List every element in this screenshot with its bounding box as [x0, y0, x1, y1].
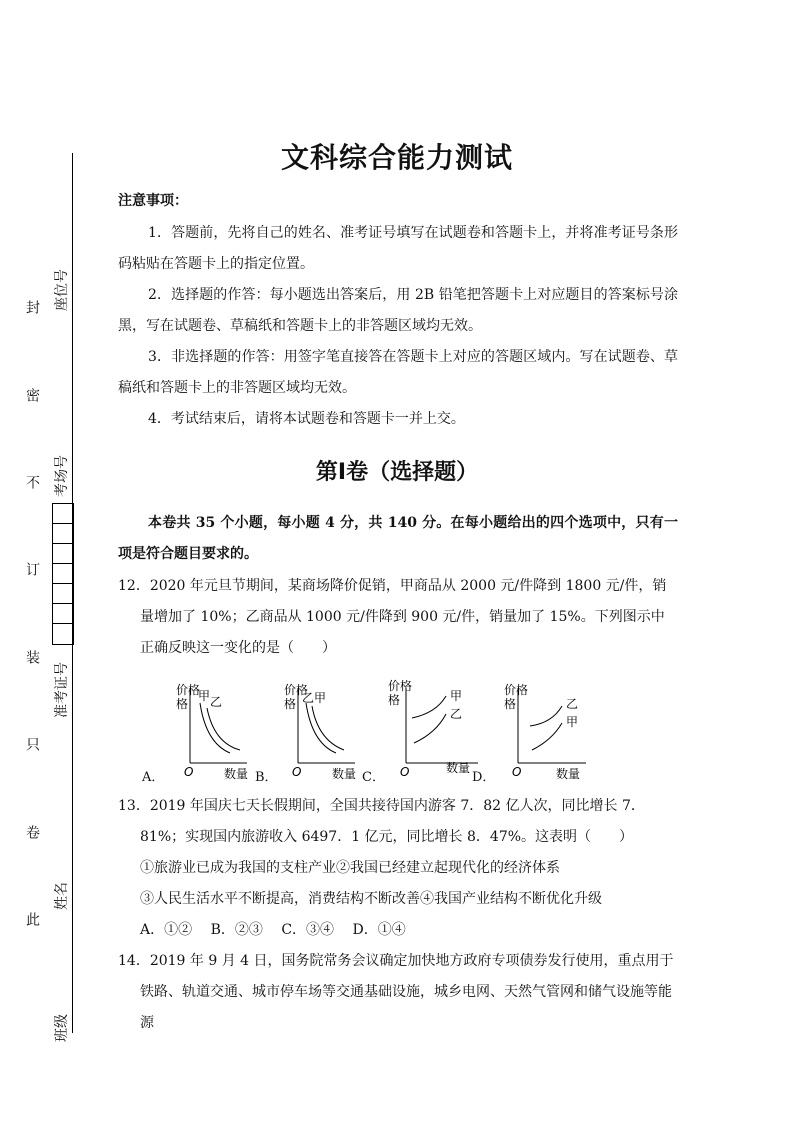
question-14-text: 2019 年 9 月 4 日，国务院常务会议确定加快地方政府专项债券发行使用，重点用于铁路、轨道交通、城市停车场等交通基础设施，城乡电网、天然气管网和储气设施等能源 — [140, 953, 674, 1031]
graph-d — [504, 682, 586, 781]
seal-char-4: 订 — [24, 562, 40, 576]
field-class: 班级 — [54, 1014, 70, 1042]
question-13-number: 13． — [118, 798, 150, 814]
option-c-label: C． — [362, 770, 385, 785]
question-12 — [118, 571, 678, 664]
choice-b: B．②③ — [210, 922, 263, 938]
notice-item-1: 1．答题前，先将自己的姓名、准考证号填写在试题卷和答题卡上，并将准考证号条形码粘贴在答题卡上的指定位置。 — [118, 225, 678, 272]
svg-text:O: O — [184, 765, 194, 779]
svg-text:甲: 甲 — [198, 689, 211, 703]
notice-heading: 注意事项： — [118, 193, 188, 209]
graph-b — [284, 682, 356, 781]
option-d-label: D． — [472, 770, 496, 785]
svg-text:乙: 乙 — [566, 697, 579, 711]
question-14-number: 14． — [118, 953, 150, 969]
graph-a-y-label: 价格 — [176, 683, 201, 697]
field-room: 考场号 — [54, 455, 70, 497]
question-13-choices — [140, 915, 680, 946]
seal-char-6: 只 — [24, 737, 40, 751]
field-seat: 座位号 — [54, 269, 70, 311]
seal-char-7: 卷 — [24, 825, 40, 839]
svg-text:乙: 乙 — [450, 707, 463, 721]
svg-text:格: 格 — [284, 697, 297, 711]
svg-text:价格: 价格 — [504, 683, 529, 697]
svg-text:数量: 数量 — [332, 767, 357, 781]
svg-text:O: O — [512, 765, 522, 779]
svg-text:乙: 乙 — [210, 695, 223, 709]
svg-text:价格: 价格 — [388, 679, 413, 693]
choice-d: D．①④ — [352, 922, 406, 938]
field-name: 姓名 — [54, 882, 70, 910]
section-instruction: 本卷共 35 个小题，每小题 4 分，共 140 分。在每小题给出的四个选项中，只有一项是符合题目要求的。 — [118, 515, 678, 562]
notice-item-4: 4．考试结束后，请将本试题卷和答题卡一并上交。 — [148, 411, 465, 427]
svg-text:数量: 数量 — [224, 767, 249, 781]
svg-text:O: O — [292, 765, 302, 779]
question-13-text: 2019 年国庆七天长假期间，全国共接待国内游客 7．82 亿人次，同比增长 7．81%；实现国内旅游收入 6497．1 亿元，同比增长 8．47%。这表明（ ） — [140, 798, 645, 845]
choice-c: C．③④ — [281, 922, 335, 938]
seal-char-3: 不 — [24, 475, 40, 489]
seal-char-2: 密 — [24, 388, 40, 402]
graph-a-y-label-2: 格 — [176, 697, 189, 711]
notice-item-2: 2．选择题的作答：每小题选出答案后，用 2B 铅笔把答题卡上对应题目的答案标号涂黑，写在试题卷、草稿纸和答题卡上的非答题区域均无效。 — [118, 287, 678, 334]
option-a-label: A． — [142, 770, 165, 785]
svg-text:价格: 价格 — [284, 683, 309, 697]
option-b-label: B． — [255, 770, 278, 785]
svg-text:甲: 甲 — [566, 715, 579, 729]
question-13-statement-2: ③人民生活水平不断提高，消费结构不断改善④我国产业结构不断优化升级 — [140, 891, 602, 907]
page-title: 文科综合能力测试 — [280, 141, 513, 174]
seal-char-1: 封 — [24, 300, 40, 314]
section-title: 第Ⅰ卷（选择题） — [315, 460, 479, 485]
svg-text:乙: 乙 — [302, 691, 315, 705]
notice-item-3: 3．非选择题的作答：用签字笔直接答在答题卡上对应的答题区域内。写在试题卷、草稿纸和答题卡上的非答题区域均无效。 — [118, 349, 678, 396]
question-13 — [118, 791, 678, 853]
seal-char-5: 装 — [24, 650, 40, 664]
ticket-number-boxes — [52, 503, 74, 645]
graph-c — [388, 678, 478, 779]
graph-a — [176, 682, 248, 781]
question-14 — [118, 946, 678, 1039]
field-ticket: 准考证号 — [54, 662, 70, 718]
seal-char-8: 此 — [24, 912, 40, 926]
svg-text:O: O — [400, 765, 410, 779]
svg-text:甲: 甲 — [450, 689, 463, 703]
svg-text:数量: 数量 — [556, 767, 581, 781]
choice-a: A．①② — [140, 922, 193, 938]
svg-text:数量: 数量 — [446, 761, 471, 775]
question-12-number: 12． — [118, 578, 150, 594]
svg-text:甲: 甲 — [314, 691, 327, 705]
question-12-text: 2020 年元旦节期间，某商场降价促销，甲商品从 2000 元/件降到 1800 元/件，销量增加了 10%；乙商品从 1000 元/件降到 900 元/件，销量加了 15%。下列图示中正确反映这一变化的是（ ） — [140, 578, 667, 656]
question-13-statement-1: ①旅游业已成为我国的支柱产业②我国已经建立起现代化的经济体系 — [140, 860, 560, 876]
svg-text:格: 格 — [504, 697, 517, 711]
svg-text:格: 格 — [388, 693, 401, 707]
